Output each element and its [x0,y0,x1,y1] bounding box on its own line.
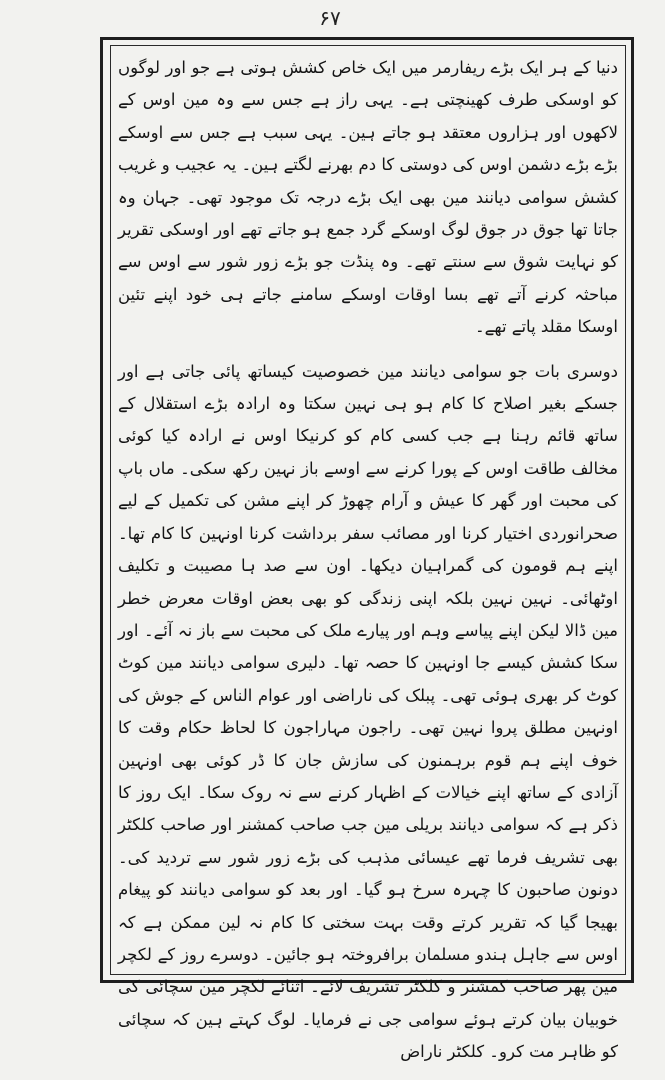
body-text [118,52,618,1062]
page-number: ۶۷ [319,6,341,30]
paragraph-1: دنیا کے ہر ایک بڑے ریفارمر میں ایک خاص کشش ہوتی ہے جو اور لوگوں کو اوسکی طرف کھینچتی ہے۔ یہی راز ہے جس سے وہ مین اوس کے لاکھوں اور ہزاروں معتقد ہو جاتے ہین۔ یہی سبب ہے جس سے اوسکے بڑے بڑے دشمن اوس کی دوستی کا دم بھرنے لگتے ہین۔ یہ عجیب و غریب کشش سوامی دیانند مین بھی ایک بڑے درجہ تک موجود تھی۔ جہان وہ جاتا تھا جوق در جوق لوگ اوسکے گرد جمع ہو جاتے تھے اور اوسکی تقریر کو نہایت شوق سے سنتے تھے۔ وہ پنڈت جو بڑے زور شور سے اوس سے مباحثہ کرنے آتے تھے بسا اوقات اوسکے سامنے جاتے ہی خود اپنے تئین اوسکا مقلد پاتے تھے۔ [118,58,618,337]
paragraph-2: دوسری بات جو سوامی دیانند مین خصوصیت کیساتھ پائی جاتی ہے اور جسکے بغیر اصلاح کا کام ہو ہی نہین سکتا وہ ارادہ بڑے استقلال کے ساتھ قائم رہنا ہے جب کسی کام کو کرنیکا اوس نے ارادہ کیا کوئی مخالف طاقت اوس کے پورا کرنے سے اوسے باز نہین رکھ سکی۔ ماں باپ کی محبت اور گھر کا عیش و آرام چھوڑ کر اپنے مشن کی تکمیل کے لیے صحرانوردی اختیار کرنا اور مصائب سفر برداشت کرنا اونہین کا کام تھا۔ اپنے ہم قومون کی گمراہیان دیکھا۔ اون سے صد ہا مصیبت و تکلیف اوٹھائی۔ نہین نہین بلکہ اپنی زندگی کو بھی بعض اوقات معرض خطر مین ڈالا لیکن اپنے پیاسے وہم اور پیارے ملک کی محبت سے باز نہ آئے۔ اور سکا کشش کیسے جا اونہین کا حصہ تھا۔ دلیری سوامی دیانند مین کوٹ کوٹ کر بھری ہوئی تھی۔ پبلک کی ناراضی اور عوام الناس کے جوش کی اونہین مطلق پروا نہین تھی۔ راجون مہاراجون کا لحاظ حکام وقت کا خوف اپنے ہم قوم برہمنون کی سازش جان کا ڈر کوئی بھی اونہین آزادی کے ساتھ اپنے خیالات کے اظہار کرنے سے نہ روک سکا۔ ایک روز کا ذکر ہے کہ سوامی دیانند بریلی مین جب صاحب کمشنر اور صاحب کلکٹر بھی تشریف فرما تھے عیسائی مذہب کی بڑے زور شور سے تردید کی۔ دونون صاحبون کا چہرہ سرخ ہو گیا۔ اور بعد کو سوامی دیانند کو پیغام بھیجا گیا کہ تقریر کرتے وقت بہت سختی کا کام نہ لین ممکن ہے کہ اوس سے جاہل ہندو مسلمان برافروختہ ہو جائین۔ دوسرے روز کے لکچر مین پھر صاحب کمشنر و کلکٹر تشریف لائے۔ اثنائے لکچر مین سچائی کی خوبیان بیان کرتے ہوئے سوامی جی نے فرمایا۔ لوگ کہتے ہین کہ سچائی کو ظاہر مت کرو۔ کلکٹر ناراض [118,361,618,1062]
